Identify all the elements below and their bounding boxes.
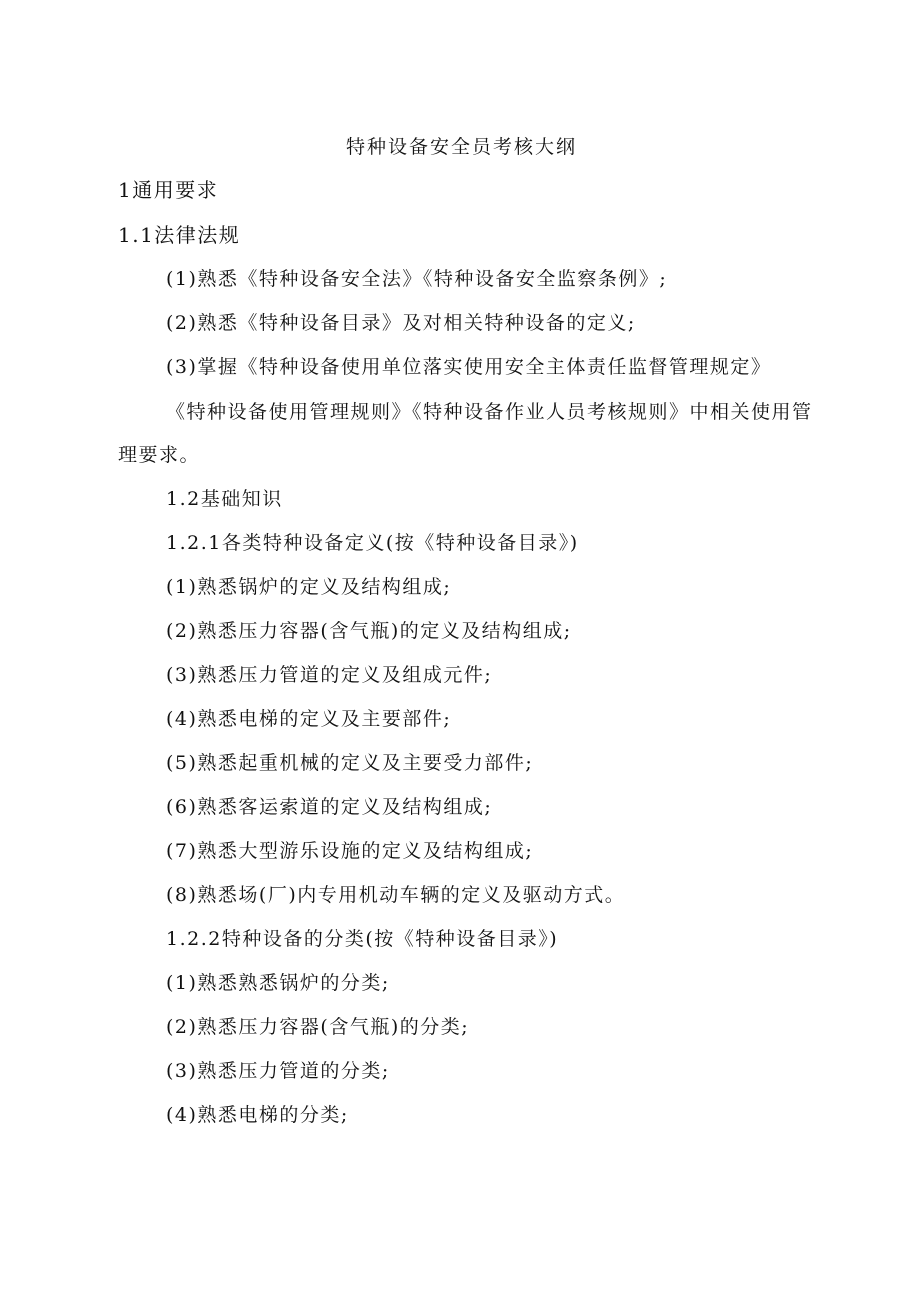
list-item: (5)熟悉起重机械的定义及主要受力部件; (166, 752, 534, 774)
document-title: 特种设备安全员考核大纲 (346, 136, 578, 158)
list-item: (4)熟悉电梯的分类; (166, 1104, 349, 1126)
list-item: (8)熟悉场(厂)内专用机动车辆的定义及驱动方式。 (166, 884, 626, 906)
section-1-2-heading: 1.2基础知识 (166, 488, 283, 510)
list-item: (2)熟悉压力容器(含气瓶)的定义及结构组成; (166, 620, 572, 642)
list-item-continuation: 《特种设备使用管理规则》《特种设备作业人员考核规则》中相关使用管 (166, 401, 813, 423)
list-item: (4)熟悉电梯的定义及主要部件; (166, 708, 452, 730)
list-item: (3)掌握《特种设备使用单位落实使用安全主体责任监督管理规定》 (166, 356, 772, 378)
list-item: (2)熟悉《特种设备目录》及对相关特种设备的定义; (166, 312, 636, 334)
list-item: (1)熟悉《特种设备安全法》《特种设备安全监察条例》; (166, 268, 668, 290)
list-item: (7)熟悉大型游乐设施的定义及结构组成; (166, 840, 534, 862)
section-1-2-2-heading: 1.2.2特种设备的分类(按《特种设备目录》) (166, 928, 559, 950)
list-item: (6)熟悉客运索道的定义及结构组成; (166, 796, 493, 818)
list-item: (2)熟悉压力容器(含气瓶)的分类; (166, 1016, 470, 1038)
section-1-heading: 1通用要求 (118, 178, 219, 202)
list-item-continuation: 理要求。 (118, 444, 201, 466)
list-item: (1)熟悉锅炉的定义及结构组成; (166, 576, 452, 598)
section-1-1-heading: 1.1法律法规 (118, 223, 241, 247)
list-item: (3)熟悉压力管道的定义及组成元件; (166, 664, 493, 686)
section-1-2-1-heading: 1.2.1各类特种设备定义(按《特种设备目录》) (166, 532, 579, 554)
list-item: (3)熟悉压力管道的分类; (166, 1060, 390, 1082)
list-item: (1)熟悉熟悉锅炉的分类; (166, 972, 390, 994)
